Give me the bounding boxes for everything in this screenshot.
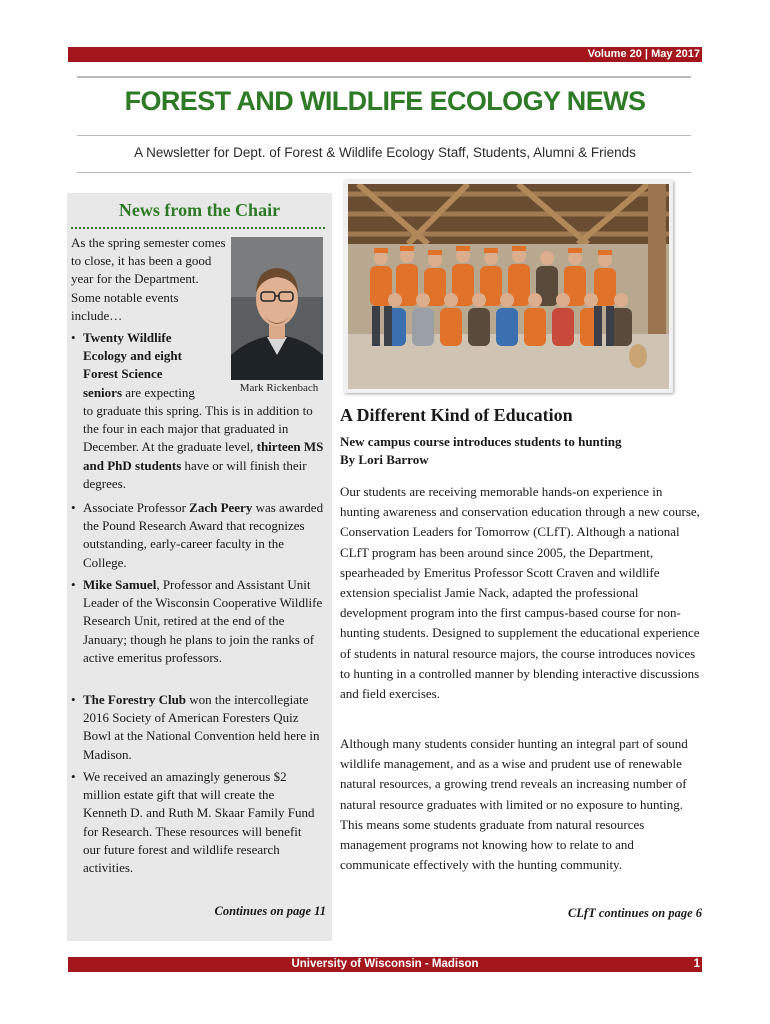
list-item <box>71 576 325 667</box>
bullet-text: won the intercollegiate 2016 Society of American Foresters Quiz Bowl at the National Convention held here in Madison. <box>83 692 320 762</box>
divider <box>77 76 691 78</box>
bullet-icon: • <box>71 692 76 707</box>
page-number: 1 <box>693 958 700 970</box>
dotted-divider <box>71 227 325 229</box>
bullet-text: , Professor and Assistant Unit Leader of the Wisconsin Cooperative Wildlife Research Unit, retired at the end of the January; though he plans to join the ranks of active emeritus professors. <box>83 577 323 665</box>
list-item <box>71 691 325 764</box>
sidebar-title: News from the Chair <box>118 200 281 220</box>
issue-label: Volume 20 | May 2017 <box>587 48 700 60</box>
footer-bar <box>68 957 702 972</box>
newsletter-title: FOREST AND WILDLIFE ECOLOGY NEWS <box>124 86 646 116</box>
bullet-text: We received an amazingly generous $2 million estate gift that will create the Kenneth D. and Ruth M. Skaar Family Fund for Research. These resources will benefit our future forest and wildlife research activities. <box>83 769 315 876</box>
list-item <box>71 329 231 402</box>
bullet-icon: • <box>71 769 76 784</box>
bullet-text: Associate Professor <box>83 500 190 515</box>
bullet-bold-text: Forest Science <box>83 366 163 382</box>
list-item-continued <box>83 402 325 493</box>
bullet-text: are expecting <box>122 384 195 400</box>
article-paragraph: Our students are receiving memorable hands-on experience in hunting awareness and conservation education through a new course, Conservation Leaders for Tomorrow (CLfT). Although a national CLfT program has been around since 2005, the Department, spearheaded by Emeritus Professor Scott Craven and wildlife extension specialist Jamie Nack, adapted the professional development program into the first campus-based course for non-hunting students. Designed to supplement the educational experience of students in natural resource majors, the course introduces novices to hunting in a controlled manner by blending interactive discussions and field exercises. <box>340 484 700 702</box>
header-bar <box>68 47 702 62</box>
bullet-bold-text: seniors <box>83 384 122 400</box>
chair-portrait-photo <box>231 237 323 380</box>
bullet-bold-text: Ecology and eight <box>83 348 182 364</box>
sidebar-intro: As the spring semester comes to close, it has been a good year for the Department. Some notable events include… <box>71 235 226 323</box>
bullet-bold-text: Zach Peery <box>189 500 253 515</box>
bullet-icon: • <box>71 500 76 515</box>
university-name: University of Wisconsin - Madison <box>291 958 479 970</box>
article-paragraph: Although many students consider hunting an integral part of sound wildlife management, and as a wise and prudent use of renewable natural resources, a growing trend reveals an increasing number of natural resource graduates with limited or no exposure to hunting. This means some students graduate from natural resources management programs not knowing how to relate to and communicate effectively with the hunting community. <box>340 736 688 873</box>
bullet-icon: • <box>71 330 76 345</box>
bullet-bold-text: Mike Samuel <box>83 577 157 592</box>
continues-link[interactable]: CLfT continues on page 6 <box>567 906 702 920</box>
divider <box>77 172 691 173</box>
article-byline: By Lori Barrow <box>340 452 429 467</box>
group-photo <box>344 180 673 393</box>
bullet-bold-text: Twenty Wildlife <box>83 330 172 345</box>
bullet-icon: • <box>71 577 76 592</box>
group-photo-illustration <box>348 184 669 389</box>
bullet-bold-text: The Forestry Club <box>83 692 187 707</box>
bullet-bold-text: thirteen MS and PhD students <box>83 439 324 473</box>
continues-link[interactable]: Continues on page 11 <box>214 904 326 918</box>
divider <box>77 135 691 136</box>
bullet-text: was awarded the Pound Research Award that recognizes outstanding, early-career faculty in the College. <box>83 500 324 570</box>
list-item <box>71 499 325 572</box>
bullet-text: to graduate this spring. This is in addition to the four in each major that graduated in December. At the graduate level, <box>83 403 313 455</box>
article-subtitle: New campus course introduces students to hunting <box>340 434 622 449</box>
portrait-illustration <box>231 237 323 380</box>
list-item <box>71 768 319 877</box>
newsletter-tagline: A Newsletter for Dept. of Forest & Wildlife Ecology Staff, Students, Alumni & Friends <box>134 145 636 160</box>
article-title: A Different Kind of Education <box>340 405 573 425</box>
bullet-text: have or will finish their degrees. <box>83 457 307 491</box>
photo-caption: Mark Rickenbach <box>239 382 319 394</box>
chair-news-sidebar <box>67 193 332 941</box>
